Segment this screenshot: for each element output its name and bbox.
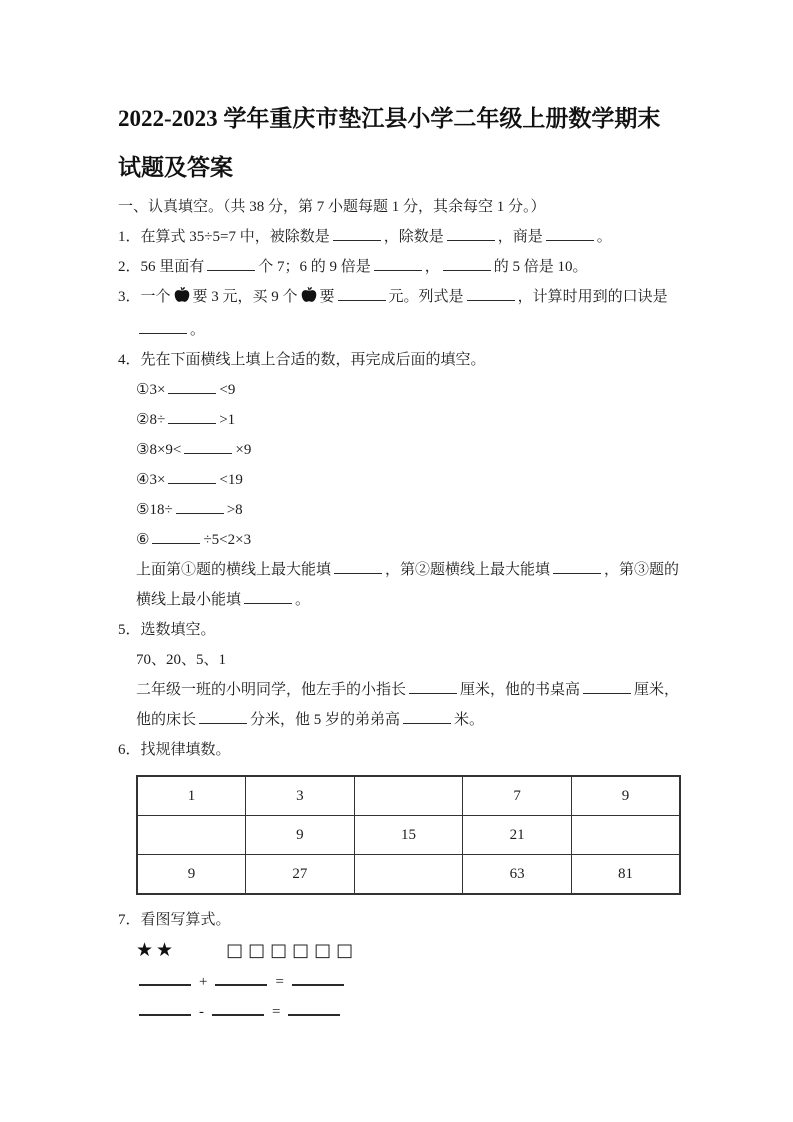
fill-in-blank — [207, 255, 255, 271]
question-text: 的 5 倍是 10。 — [493, 259, 588, 275]
fill-in-blank — [168, 468, 216, 484]
question-4-item-2 — [136, 405, 681, 435]
question-text: 个 7；6 的 9 倍是 — [258, 259, 371, 275]
fill-in-blank — [443, 255, 491, 271]
question-text: ， — [424, 259, 440, 275]
fill-in-blank — [409, 678, 457, 694]
fill-in-blank — [288, 999, 340, 1016]
fill-in-blank — [553, 558, 601, 574]
question-text: 3．一个 — [118, 289, 171, 305]
expression-text: >8 — [226, 502, 243, 518]
question-text: 二年级一班的小明同学，他左手的小指长 — [136, 682, 407, 698]
question-text: ，第③题的横线上最小能填 — [136, 562, 680, 608]
apple-icon — [173, 292, 191, 308]
question-3 — [118, 282, 681, 345]
fill-in-blank — [139, 969, 191, 986]
question-text: 要 3 元，买 9 个 — [192, 289, 298, 305]
fill-in-blank — [403, 708, 451, 724]
question-2 — [118, 252, 681, 282]
fill-in-blank — [215, 969, 267, 986]
fill-in-blank — [139, 318, 187, 334]
expression-text: >1 — [219, 412, 236, 428]
fill-in-blank — [139, 999, 191, 1016]
expression-text: ②8÷ — [136, 412, 166, 428]
number-pattern-table — [136, 775, 681, 895]
fill-in-blank — [212, 999, 264, 1016]
table-cell: 9 — [246, 816, 355, 855]
question-text: 。 — [596, 229, 612, 245]
table-cell: 21 — [463, 816, 572, 855]
question-4-item-1 — [136, 375, 681, 405]
plus-operator: + — [199, 974, 208, 990]
expression-text: ③8×9< — [136, 442, 182, 458]
fill-in-blank — [334, 558, 382, 574]
fill-in-blank — [546, 225, 594, 241]
expression-text: ①3× — [136, 382, 166, 398]
table-row — [137, 776, 680, 816]
question-7-heading: 7．看图写算式。 — [118, 912, 231, 928]
question-text: 厘米，他的书桌高 — [460, 682, 581, 698]
table-cell — [354, 776, 463, 816]
minus-operator: - — [199, 1004, 204, 1020]
table-cell: 63 — [463, 855, 572, 895]
question-text: 分米，他 5 岁的弟弟高 — [250, 712, 401, 728]
fill-in-blank — [338, 285, 386, 301]
section-heading: 一、认真填空。（共 38 分，第 7 小题每题 1 分，其余每空 1 分。） — [118, 199, 546, 215]
question-text: 1．在算式 35÷5=7 中，被除数是 — [118, 229, 330, 245]
table-cell: 9 — [571, 776, 680, 816]
table-cell: 1 — [137, 776, 246, 816]
fill-in-blank — [447, 225, 495, 241]
expression-text: ⑤18÷ — [136, 502, 173, 518]
table-row — [137, 855, 680, 895]
fill-in-blank — [467, 285, 515, 301]
equals-operator: = — [272, 1004, 281, 1020]
equals-operator: = — [275, 974, 284, 990]
question-text: 厘米，他的床长 — [136, 682, 680, 728]
table-cell — [137, 816, 246, 855]
question-text: ，除数是 — [383, 229, 444, 245]
fill-in-blank — [244, 588, 292, 604]
table-cell: 27 — [246, 855, 355, 895]
table-cell: 81 — [571, 855, 680, 895]
table-row — [137, 816, 680, 855]
question-5-text — [136, 675, 681, 735]
table-cell — [571, 816, 680, 855]
apple-icon — [300, 292, 318, 308]
fill-in-blank — [583, 678, 631, 694]
question-text: 2．56 里面有 — [118, 259, 205, 275]
table-cell: 7 — [463, 776, 572, 816]
question-text: 。 — [295, 592, 311, 608]
question-1 — [118, 222, 681, 252]
question-text: ，计算时用到的口诀是 — [517, 289, 668, 305]
expression-text: <9 — [219, 382, 236, 398]
table-cell: 9 — [137, 855, 246, 895]
expression-text: ⑥ — [136, 532, 150, 548]
table-cell — [354, 855, 463, 895]
fill-in-blank — [168, 408, 216, 424]
question-6-heading: 6．找规律填数。 — [118, 742, 231, 758]
question-text: 上面第①题的横线上最大能填 — [136, 562, 332, 578]
question-4-item-4 — [136, 465, 681, 495]
question-4-item-5 — [136, 495, 681, 525]
fill-in-blank — [152, 528, 200, 544]
expression-text: ÷5<2×3 — [203, 532, 252, 548]
question-4-item-6 — [136, 525, 681, 555]
question-4-heading: 4．先在下面横线上填上合适的数，再完成后面的填空。 — [118, 352, 486, 368]
expression-text: ④3× — [136, 472, 166, 488]
question-text: 要 — [319, 289, 335, 305]
page-title: 2022-2023 学年重庆市垫江县小学二年级上册数学期末试题及答案 — [118, 106, 661, 180]
question-7-equation-add — [136, 967, 681, 997]
question-5-heading: 5．选数填空。 — [118, 622, 216, 638]
fill-in-blank — [374, 255, 422, 271]
fill-in-blank — [333, 225, 381, 241]
table-cell: 3 — [246, 776, 355, 816]
star-icon: ★★ — [136, 939, 177, 961]
expression-text: ×9 — [235, 442, 252, 458]
question-7-equation-subtract — [136, 997, 681, 1027]
question-text: 米。 — [454, 712, 485, 728]
fill-in-blank — [292, 969, 344, 986]
question-4-item-3 — [136, 435, 681, 465]
fill-in-blank — [199, 708, 247, 724]
question-text: ，第②题横线上最大能填 — [385, 562, 551, 578]
fill-in-blank — [176, 498, 224, 514]
expression-text: <19 — [219, 472, 243, 488]
question-7-picture-row — [136, 935, 681, 967]
fill-in-blank — [168, 378, 216, 394]
question-text: 。 — [190, 322, 206, 338]
question-5-options: 70、20、5、1 — [136, 652, 227, 668]
question-text: 元。列式是 — [388, 289, 464, 305]
table-cell: 15 — [354, 816, 463, 855]
square-icon: □□□□□□ — [226, 940, 359, 961]
question-text: ，商是 — [497, 229, 543, 245]
fill-in-blank — [184, 438, 232, 454]
question-4-summary — [136, 555, 681, 615]
